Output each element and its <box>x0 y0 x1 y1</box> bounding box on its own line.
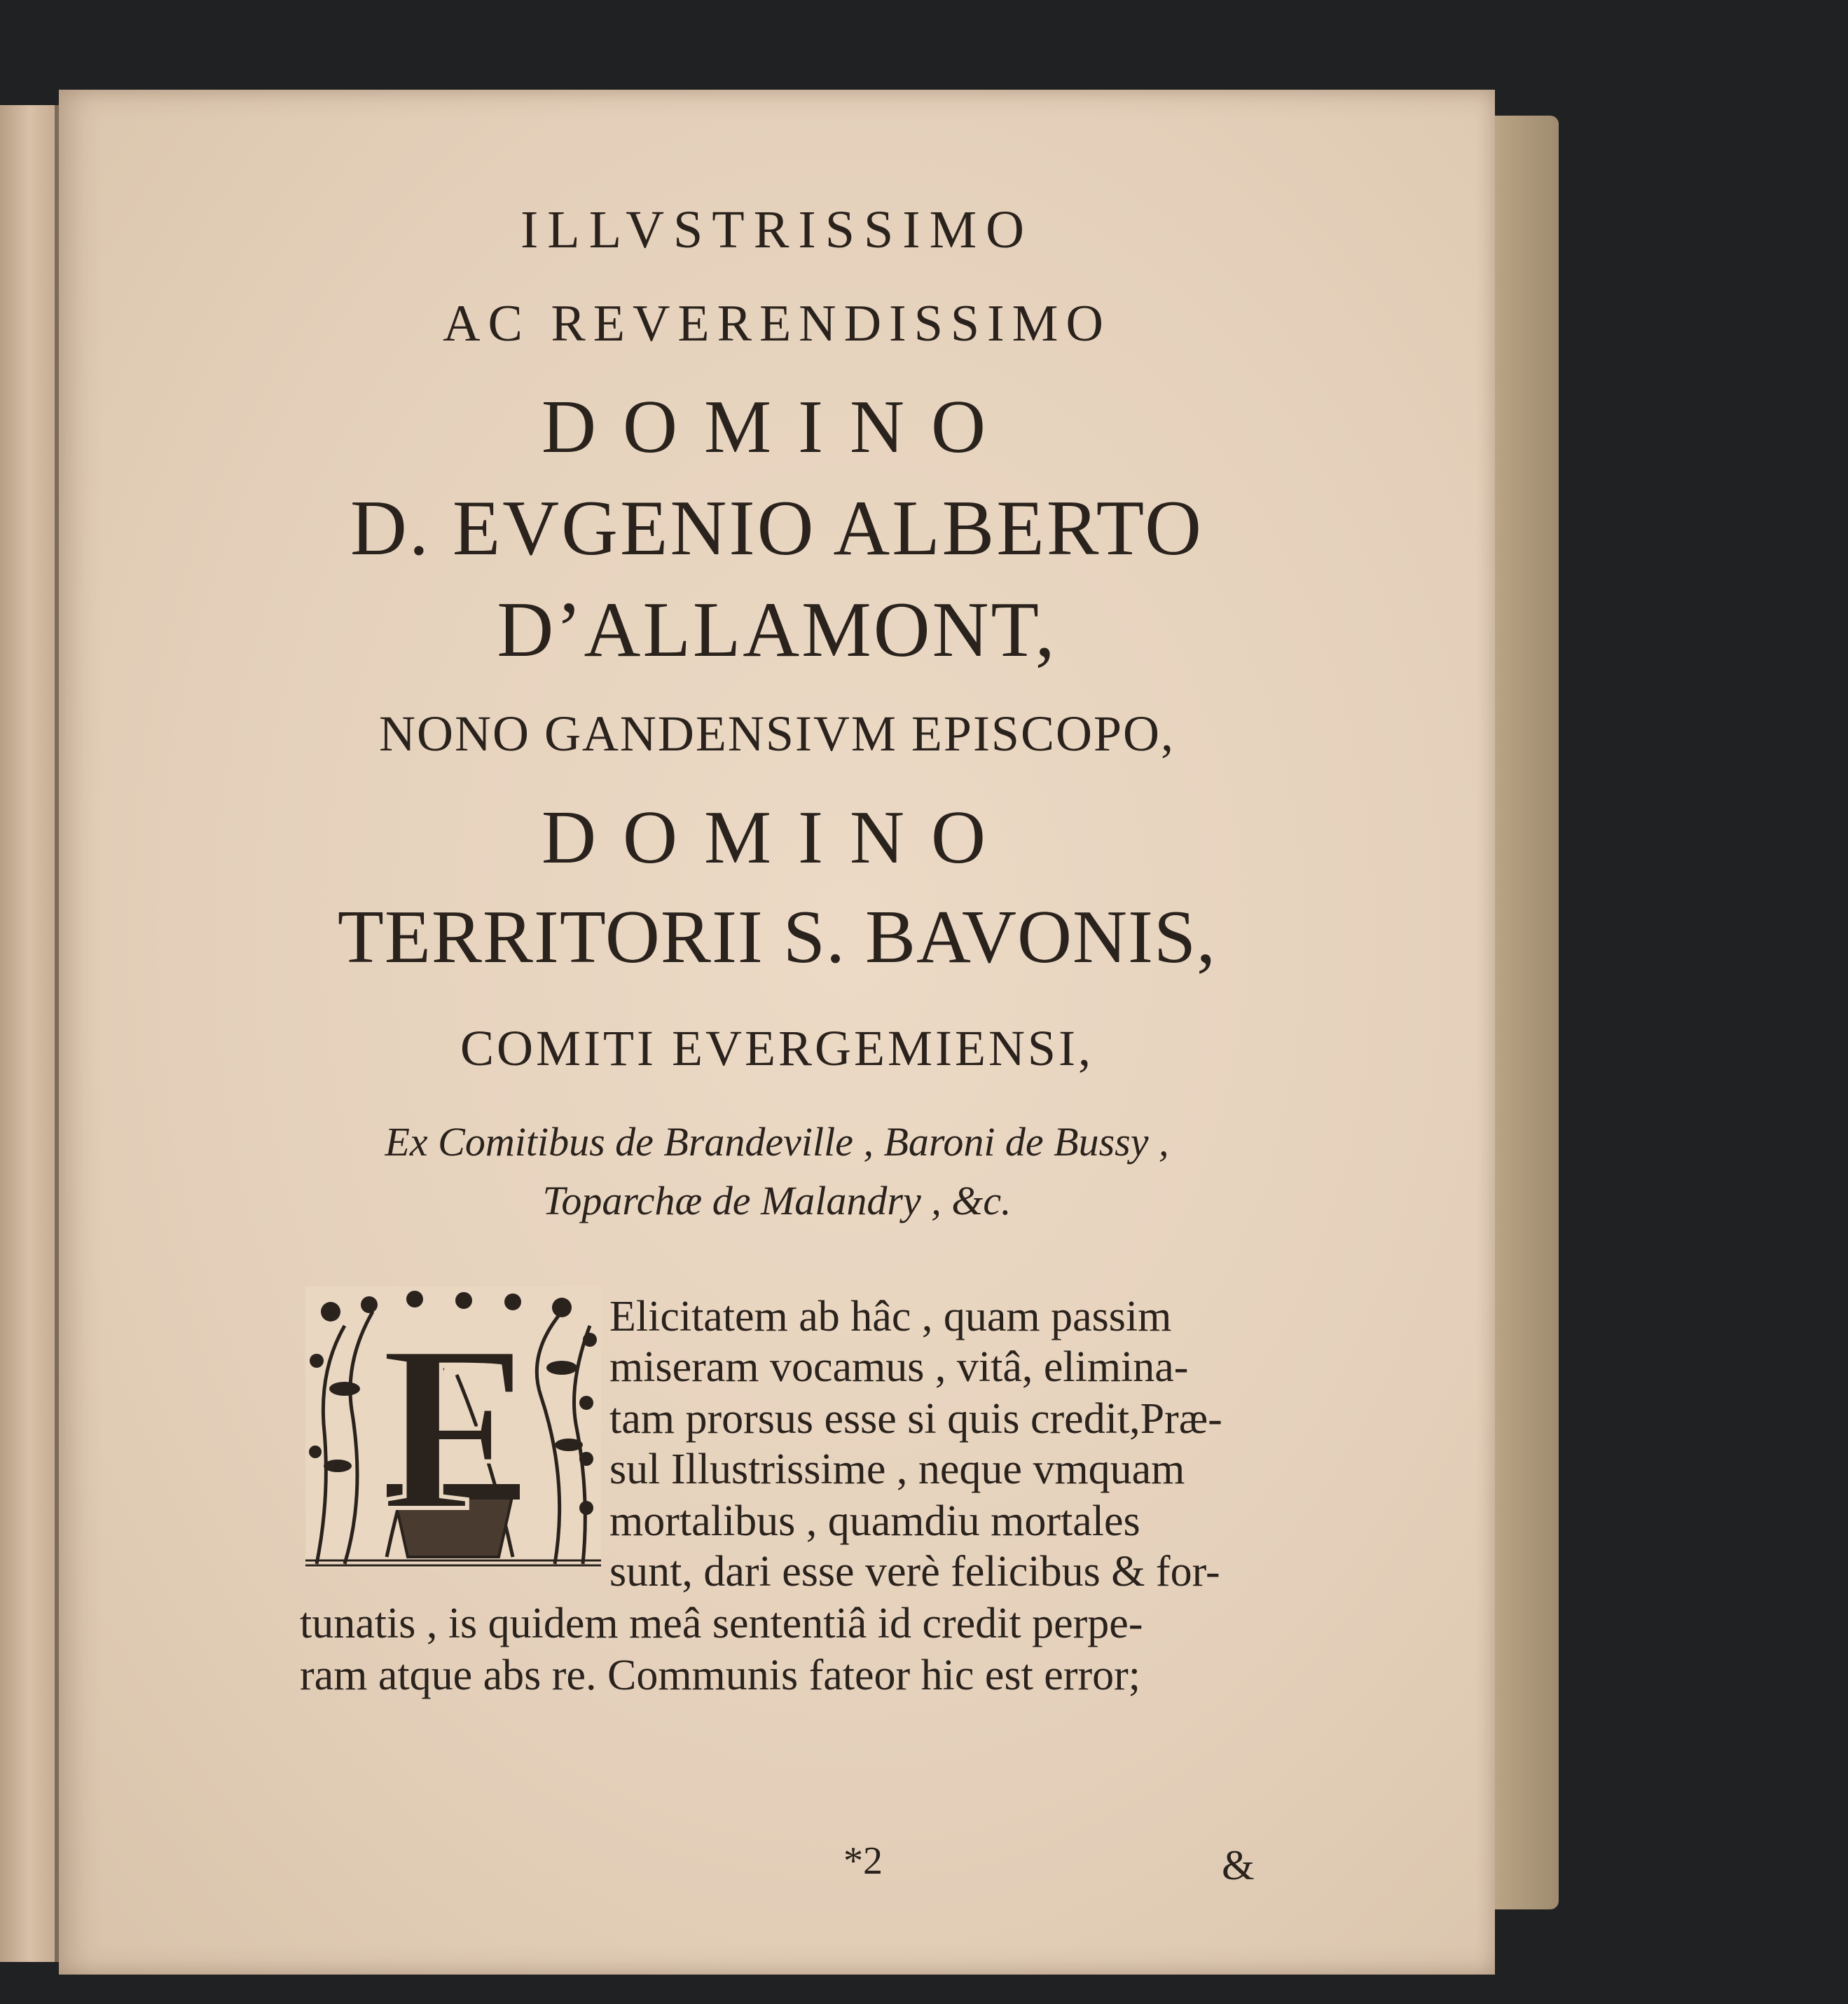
title-line-4: D. EVGENIO ALBERTO <box>350 485 1204 572</box>
title-line-1: ILLVSTRISSIMO <box>520 200 1034 259</box>
initial-letter: F <box>380 1296 526 1560</box>
subtitle-line-1: Ex Comitibus de Brandeville , Baroni de Bussy , <box>385 1119 1169 1165</box>
title-line-8: TERRITORII S. BAVONIS, <box>337 895 1217 979</box>
facing-page-edge <box>0 105 59 1962</box>
body-line-5: mortalibus , quamdiu mortales <box>609 1497 1140 1545</box>
title-line-9: COMITI EVERGEMIENSI, <box>460 1020 1094 1076</box>
body-line-4: sul Illustrissime , neque vmquam <box>609 1446 1185 1493</box>
body-line-7: tunatis , is quidem meâ sententiâ id credit perpe- <box>300 1600 1143 1647</box>
body-line-1: Elicitatem ab hâc , quam passim <box>609 1293 1172 1340</box>
title-line-7: DOMINO <box>542 796 1012 879</box>
decorated-initial-woodcut <box>303 1284 604 1571</box>
catchword: & <box>1222 1842 1255 1888</box>
body-line-2: miseram vocamus , vitâ, elimina- <box>609 1343 1189 1391</box>
subtitle-line-2: Toparchæ de Malandry , &c. <box>542 1178 1012 1223</box>
title-line-6: NONO GANDENSIVM EPISCOPO, <box>378 706 1175 762</box>
body-line-3: tam prorsus esse si quis credit,Præ- <box>609 1395 1222 1443</box>
body-line-8: ram atque abs re. Communis fateor hic est error; <box>300 1652 1140 1699</box>
title-line-2: AC REVERENDISSIMO <box>443 295 1111 352</box>
signature-mark: *2 <box>843 1839 883 1883</box>
book-page <box>59 90 1495 1975</box>
title-line-3: DOMINO <box>542 385 1012 469</box>
body-line-6: sunt, dari esse verè felicibus & for- <box>609 1548 1220 1595</box>
title-line-5: D’ALLAMONT, <box>497 586 1057 673</box>
